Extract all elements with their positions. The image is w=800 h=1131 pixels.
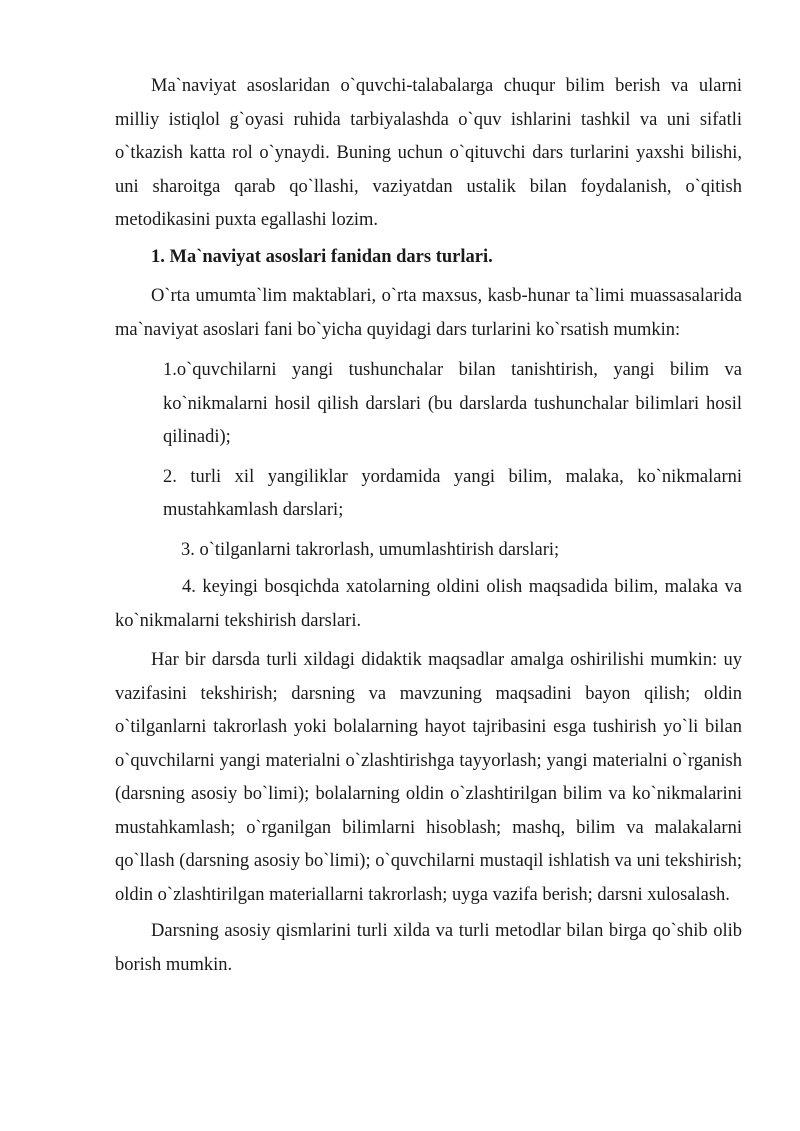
list-item-2: 2. turli xil yangiliklar yordamida yangi bilim, malaka, ko`nikmalarni mustahkamlash darslari; [163,466,742,520]
list-item-3: 3. o`tilganlarni takrorlash, umumlashtirish darslari; [181,539,560,560]
section-heading: 1. Ma`naviyat asoslari fanidan dars turlari. [151,246,493,267]
document-page [115,70,742,985]
list-item-4: 4. keyingi bosqichda xatolarning oldini olish maqsadida bilim, malaka va ko`nikmalarni tekshirish darslari. [115,577,742,631]
goals-paragraph: Har bir darsda turli xildagi didaktik maqsadlar amalga oshirilishi mumkin: uy vazifasini tekshirish; darsning va mavzuning maqsadini bayon qilish; oldin o`tilganlarni takrorlash yoki bolalarning hayot tajribasini esga tushirish yo`li bilan o`quvchilarni yangi materialni o`zlashtirishga tayyorlash; yangi materialni o`rganish (darsning asosiy bo`limi); bolalarning oldin o`zlashtirilgan bilim va ko`nikmalarini mustahkamlash; o`rganilgan bilimlarni hisoblash; mashq, bilim va malakalarni qo`llash (darsning asosiy bo`limi); o`quvchilarni mustaqil ishlatish va uni tekshirish; oldin o`zlashtirilgan materiallarni takrorlash; uyga vazifa berish; darsni xulosalash. [115,650,742,905]
closing-paragraph: Darsning asosiy qismlarini turli xilda va turli metodlar bilan birga qo`shib olib borish mumkin. [115,921,742,975]
list-item-1: 1.o`quvchilarni yangi tushunchalar bilan tanishtirish, yangi bilim va ko`nikmalarni hosil qilish darslari (bu darslarda tushunchalar bilimlari hosil qilinadi); [163,360,742,447]
lead-paragraph: O`rta umumta`lim maktablari, o`rta maxsus, kasb-hunar ta`limi muassasalarida ma`naviyat asoslari fani bo`yicha quyidagi dars turlarini ko`rsatish mumkin: [115,286,742,340]
intro-paragraph: Ma`naviyat asoslaridan o`quvchi-talabalarga chuqur bilim berish va ularni milliy istiqlol g`oyasi ruhida tarbiyalashda o`quv ishlarini tashkil va uni sifatli o`tkazish katta rol o`ynaydi. Buning uchun o`qituvchi dars turlarini yaxshi bilishi, uni sharoitga qarab qo`llashi, vaziyatdan ustalik bilan foydalanish, o`qitish metodikasini puxta egallashi lozim. [115,76,742,230]
